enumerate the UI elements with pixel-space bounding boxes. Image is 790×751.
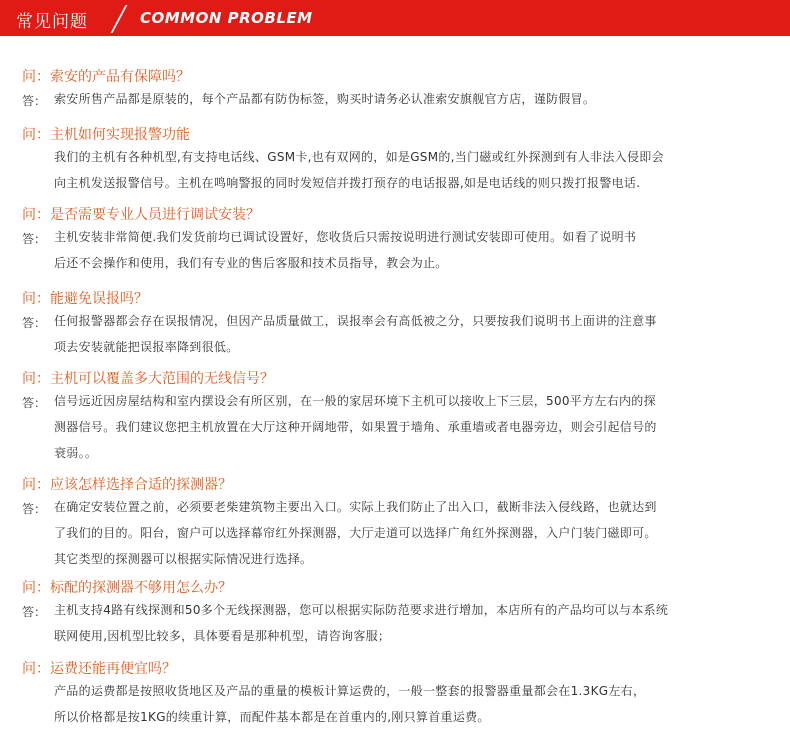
faq-answer-line: 所以价格都是按1KG的续重计算，而配件基本都是在首重内的,刚只算首重运费。 [54,710,490,724]
faq-answer-line: 在确定安装位置之前，必须要老柴建筑物主要出入口。实际上我们防止了出入口，截断非法入侵线路，也就达到 [54,500,657,514]
faq-answer [54,597,769,649]
faq-answer [54,144,769,196]
faq-answer-label: 答： [22,605,47,619]
faq-answer-label: 答： [22,502,47,516]
faq-answer-line: 产品的运费都是按照收货地区及产品的重量的模板计算运费的，一般一整套的报警器重量都会在1.3KG左右， [54,684,646,698]
faq-answer-line: 衰弱。。 [54,446,98,460]
header-banner [0,0,790,36]
faq-answer-label: 答： [22,396,47,410]
faq-answer-line: 主机支持4路有线探测和50多个无线探测器，您可以根据实际防范要求进行增加，本店所有的产品均可以与本系统 [54,603,669,617]
faq-answer-line: 我们的主机有各种机型,有支持电话线、GSM卡,也有双网的，如是GSM的,当门磁或红外探测到有人非法入侵即会 [54,150,664,164]
faq-answer-line: 联网使用,因机型比较多，具体要看是那种机型，请咨询客服； [54,629,391,643]
faq-answer [54,494,769,572]
faq-answer [54,388,769,466]
faq-answer-label: 答： [22,232,47,246]
header-divider [111,5,128,33]
faq-question: 问：应该怎样选择合适的探测器？ [22,477,232,493]
faq-question: 问：索安的产品有保障吗？ [22,69,190,85]
faq-question: 问：是否需要专业人员进行调试安装？ [22,207,260,223]
faq-answer-line: 后还不会操作和使用，我们有专业的售后客服和技术员指导，教会为止。 [54,256,448,270]
faq-answer [54,678,769,730]
faq-answer-line: 任何报警器都会存在误报情况，但因产品质量做工，误报率会有高低被之分，只要按我们说明书上面讲的注意事 [54,314,657,328]
faq-question: 问：主机可以覆盖多大范围的无线信号？ [22,371,274,387]
faq-answer-line: 其它类型的探测器可以根据实际情况进行选择。 [54,552,313,566]
faq-answer-line: 测器信号。我们建议您把主机放置在大厅这种开阔地带，如果置于墙角、承重墙或者电器旁边，则会引起信号的 [54,420,657,434]
faq-question: 问：主机如何实现报警功能 [22,127,190,143]
faq-question: 问：标配的探测器不够用怎么办？ [22,580,232,596]
faq-answer [54,308,769,360]
faq-question: 问：运费还能再便宜吗？ [22,661,176,677]
faq-question: 问：能避免误报吗？ [22,291,148,307]
faq-answer-line: 项去安装就能把误报率降到很低。 [54,340,239,354]
faq-answer-line: 向主机发送报警信号。主机在鸣响警报的同时发短信并拨打预存的电话报器,如是电话线的则只拨打报警电话. [54,176,641,190]
header-title-en: COMMON PROBLEM [140,9,313,27]
faq-answer-label: 答： [22,316,47,330]
header-title-cn: 常见问题 [16,12,88,32]
faq-answer-label: 答： [22,94,47,108]
faq-answer-line: 索安所售产品都是原装的，每个产品都有防伪标签，购买时请务必认准索安旗舰官方店，谨防假冒。 [54,92,596,106]
faq-answer [54,86,769,112]
faq-answer [54,224,769,276]
faq-answer-line: 了我们的目的。阳台，窗户可以选择幕帘红外探测器，大厅走道可以选择广角红外探测器，入户门装门磁即可。 [54,526,657,540]
faq-answer-line: 信号远近因房屋结构和室内摆设会有所区别，在一般的家居环境下主机可以接收上下三层，500平方左右内的探 [54,394,656,408]
faq-answer-line: 主机安装非常简便.我们发货前均已调试设置好，您收货后只需按说明进行测试安装即可使用。如看了说明书 [54,230,637,244]
